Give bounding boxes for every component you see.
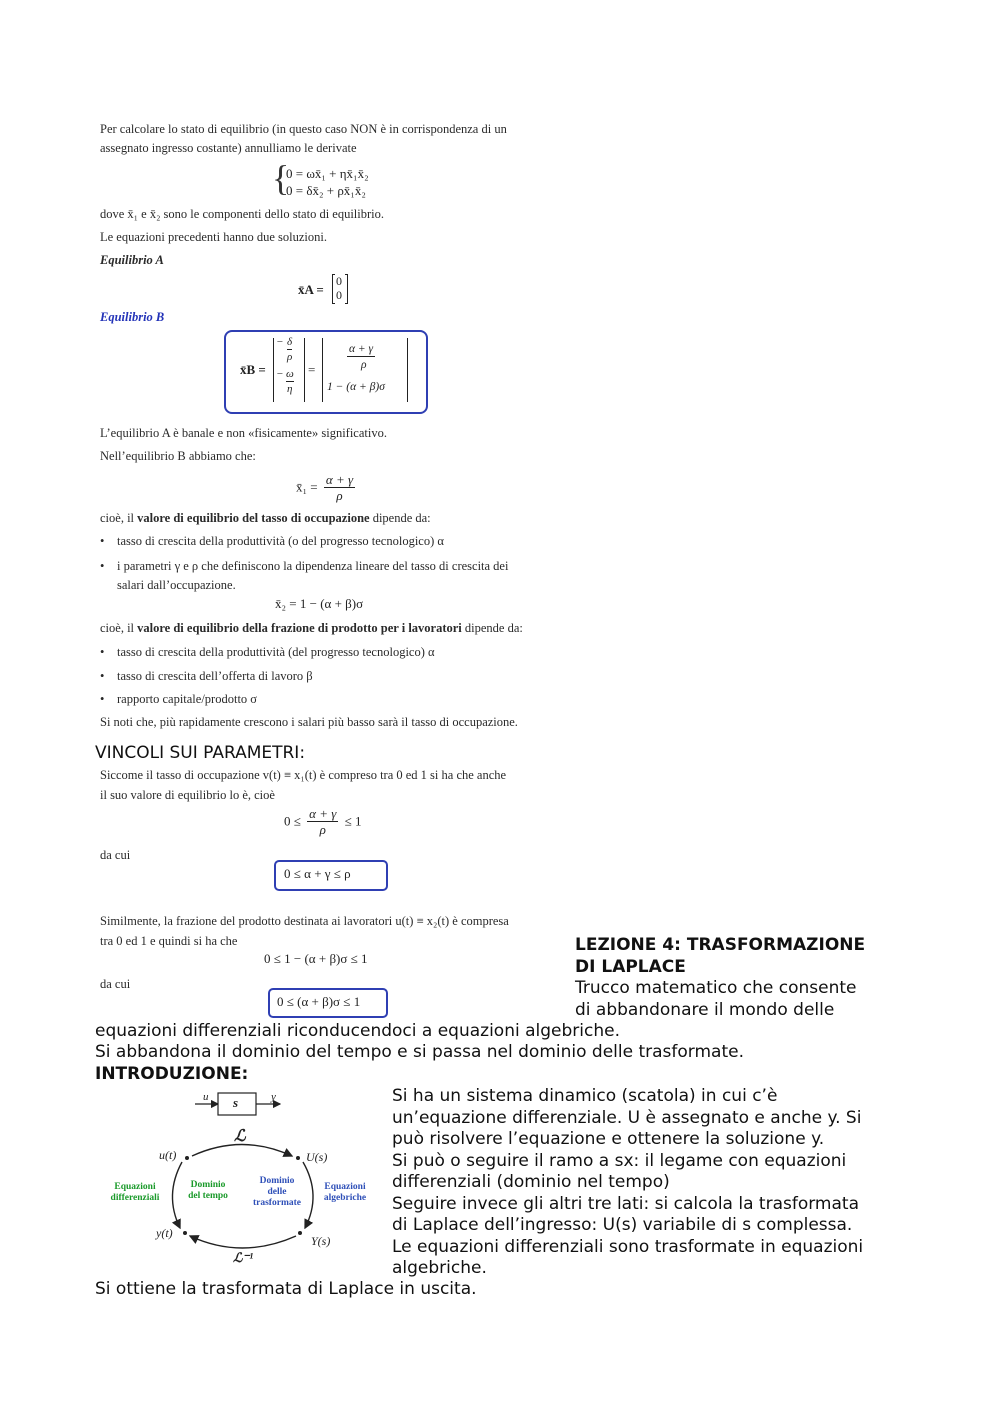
- occupation-sentence: cioè, il valore di equilibrio del tasso di occupazione dipende da:: [100, 511, 431, 525]
- similarly-line-1: Similmente, la frazione del prodotto destinata ai lavoratori u(t) ≡ x₂(t) è compresa: [100, 914, 509, 928]
- introduction-paragraph: Si ha un sistema dinamico (scatola) in cui c’è un’equazione differenziale. U è assegnato e anche y. Si può risolvere l’equazione e ottenere la soluzione y. Si può o seguire il ramo a sx: il legame con equazioni differenziali (dominio nel tempo) Seguire invece gli altri tre lati: si calcola la trasformata di Laplace dell’ingresso: U(s) variabile di s complessa. Le equazioni differenziali sono trasformate in equazioni algebriche.: [392, 1086, 864, 1278]
- ut-label: u(t): [159, 1148, 177, 1162]
- dominio-tempo-label: Dominio del tempo: [188, 1180, 228, 1201]
- equilibrium-b-title: Equilibrio B: [100, 310, 165, 324]
- equilibrium-b-have: Nell’equilibrio B abbiamo che:: [100, 449, 256, 463]
- equilibrium-a-title: Equilibrio A: [100, 253, 164, 267]
- final-line: Si ottiene la trasformata di Laplace in uscita.: [95, 1279, 477, 1299]
- vector-brackets: [332, 274, 348, 304]
- x1-equation: [296, 472, 358, 503]
- vincoli-line-1: Siccome il tasso di occupazione v(t) ≡ x₁(t) è compreso tra 0 ed 1 si ha che anche: [100, 768, 507, 782]
- fraction-bold: valore di equilibrio della frazione di prodotto per i lavoratori: [137, 621, 462, 635]
- trivial-text: L’equilibrio A è banale e non «fisicamente» significativo.: [100, 426, 387, 440]
- yt-label: y(t): [156, 1226, 173, 1240]
- matrix-rho-den: ρ: [361, 359, 367, 371]
- x1-label: x̄₁ =: [296, 479, 318, 495]
- introduzione-title: INTRODUZIONE:: [95, 1064, 249, 1084]
- da-cui-2: da cui: [100, 977, 131, 991]
- equilibrium-a-label: x̄A =: [298, 282, 324, 297]
- intro-line-2: assegnato ingresso costante) annulliamo le derivate: [100, 141, 357, 155]
- Us-label: U(s): [306, 1150, 328, 1164]
- intro-paragraph: [100, 120, 507, 158]
- input-u-label: u: [203, 1091, 209, 1103]
- note-text: Si noti che, più rapidamente crescono i salari più basso sarà il tasso di occupazione.: [100, 715, 518, 729]
- laplace-diagram-svg: [100, 1088, 385, 1273]
- list-item-continuation: salari dall’occupazione.: [117, 578, 236, 592]
- lezione-title-line-2: DI LAPLACE: [575, 956, 686, 977]
- inverse-laplace-symbol: ℒ⁻¹: [233, 1250, 254, 1265]
- vector-a-row-1: 0: [336, 274, 342, 288]
- x1-numerator: α + γ: [325, 472, 354, 487]
- similarly-line-2: tra 0 ed 1 e quindi si ha che: [100, 934, 238, 948]
- equilibrium-b-right-matrix: [322, 338, 408, 402]
- laplace-diagram: [100, 1088, 385, 1273]
- matrix-row-2: 1 − (α + β)σ: [327, 381, 385, 393]
- lezione-title: [575, 935, 865, 978]
- system-brace: {: [272, 158, 290, 198]
- vincoli-line-2: il suo valore di equilibrio lo è, cioè: [100, 788, 275, 802]
- output-y-label: y: [271, 1091, 276, 1103]
- equazioni-differenziali-label: Equazioni differenziali: [110, 1182, 160, 1203]
- Ys-label: Y(s): [311, 1234, 331, 1248]
- occupation-bold: valore di equilibrio del tasso di occupazione: [137, 511, 370, 525]
- x1-denominator: ρ: [336, 488, 343, 503]
- vincoli-title: VINCOLI SUI PARAMETRI:: [95, 743, 306, 763]
- trucco-line-3: equazioni differenziali riconducendoci a equazioni algebriche.: [95, 1021, 620, 1041]
- system-s-label: s: [233, 1095, 239, 1110]
- trucco-text: Trucco matematico che consente di abbandonare il mondo delle: [575, 978, 857, 1020]
- fraction-sentence: cioè, il valore di equilibrio della frazione di prodotto per i lavoratori dipende da:: [100, 621, 523, 635]
- system-equation-2: 0 = δx̄₂ + ρx̄₁x̄₂: [286, 183, 366, 198]
- vector-a-row-2: 0: [336, 288, 342, 302]
- laplace-symbol: ℒ: [234, 1128, 246, 1145]
- inequality-1: 0 ≤ $\frac{\alpha + \gamma}{\rho}$ ≤ 1: [284, 806, 362, 837]
- matrix-omega: ω: [286, 368, 294, 380]
- inequality-2: 0 ≤ 1 − (α + β)σ ≤ 1: [264, 951, 368, 966]
- abbandona-text: Si abbandona il dominio del tempo e si passa nel dominio delle trasformate.: [95, 1042, 744, 1062]
- constraint-2: 0 ≤ (α + β)σ ≤ 1: [277, 994, 361, 1009]
- matrix-alpha-gamma: α + γ: [349, 343, 374, 355]
- dominio-trasformate-label: Dominio delle trasformate: [252, 1176, 301, 1208]
- da-cui-1: da cui: [100, 848, 131, 862]
- matrix-eta: η: [287, 383, 293, 395]
- equilibrium-b-label: x̄B =: [240, 362, 266, 377]
- two-solutions-text: Le equazioni precedenti hanno due soluzioni.: [100, 230, 328, 244]
- x2-equation: x̄₂ = 1 − (α + β)σ: [275, 596, 364, 611]
- equilibrium-b-left-matrix: − δ ρ − ω η: [273, 338, 305, 402]
- components-text: dove x̄₁ e x̄₂ sono le componenti dello stato di equilibrio.: [100, 207, 385, 221]
- equals-sign: =: [308, 362, 316, 377]
- constraint-1: 0 ≤ α + γ ≤ ρ: [284, 866, 351, 881]
- matrix-rho: ρ: [287, 351, 293, 363]
- intro-line-1: Per calcolare lo stato di equilibrio (in questo caso NON è in corrispondenza di un: [100, 122, 507, 136]
- system-equation-1: 0 = ωx̄₁ + ηx̄₁x̄₂: [286, 166, 369, 181]
- matrix-delta: δ: [287, 336, 293, 348]
- equazioni-algebriche-label: Equazioni algebriche: [323, 1182, 367, 1203]
- lezione-title-line-1: LEZIONE 4: TRASFORMAZIONE: [575, 935, 866, 955]
